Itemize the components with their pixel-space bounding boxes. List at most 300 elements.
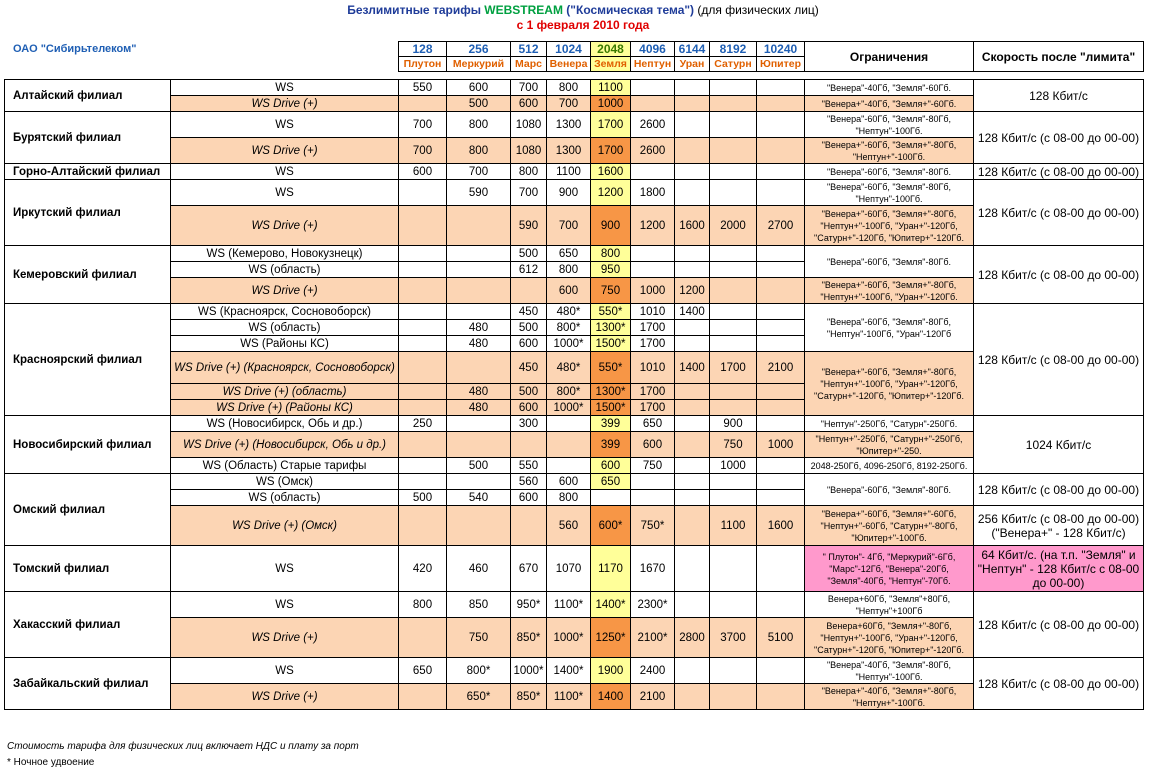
speed-after-cell: 128 Кбит/с (с 08-00 до 00-00) (974, 658, 1144, 710)
price-cell (399, 352, 447, 384)
plan-header: Нептун (631, 57, 675, 72)
speed-header-6144: 6144 (675, 42, 710, 57)
organization-name: ОАО "Сибирьтелеком" (13, 43, 137, 55)
table-row (5, 138, 1144, 164)
price-cell (710, 384, 757, 400)
price-cell (757, 546, 805, 592)
price-cell: 2000 (710, 206, 757, 246)
price-cell: 1000* (511, 658, 547, 684)
price-cell: 1200 (675, 278, 710, 304)
price-cell: 1000 (710, 458, 757, 474)
price-cell (675, 164, 710, 180)
price-cell (757, 96, 805, 112)
price-cell: 550 (511, 458, 547, 474)
tariff-name: WS (171, 180, 399, 206)
price-cell (675, 546, 710, 592)
price-cell: 500 (511, 320, 547, 336)
speed-after-cell: 128 Кбит/с (с 08-00 до 00-00) (974, 246, 1144, 304)
price-cell: 950 (591, 262, 631, 278)
table-row (5, 618, 1144, 658)
price-cell: 1070 (547, 546, 591, 592)
table-row (5, 80, 1144, 96)
price-cell (675, 684, 710, 710)
plan-header: Сатурн (710, 57, 757, 72)
tariff-name: WS (Область) Старые тарифы (171, 458, 399, 474)
price-cell: 300 (511, 416, 547, 432)
tariff-name: WS (Красноярск, Сосновоборск) (171, 304, 399, 320)
tariff-name: WS Drive (+) (171, 206, 399, 246)
price-cell (757, 112, 805, 138)
price-cell (757, 336, 805, 352)
price-cell (399, 474, 447, 490)
price-cell: 1100 (591, 80, 631, 96)
price-cell (511, 506, 547, 546)
price-cell (757, 458, 805, 474)
plan-header: Земля (591, 57, 631, 72)
speed-header-1024: 1024 (547, 42, 591, 57)
price-cell (757, 262, 805, 278)
price-cell: 1300* (591, 384, 631, 400)
price-cell (399, 246, 447, 262)
speed-after-cell: 128 Кбит/с (с 08-00 до 00-00) (974, 474, 1144, 506)
speed-after-header: Скорость после "лимита" (974, 42, 1144, 72)
price-cell: 1080 (511, 112, 547, 138)
price-cell (757, 416, 805, 432)
table-row (5, 206, 1144, 246)
price-cell: 5100 (757, 618, 805, 658)
price-cell: 650 (631, 416, 675, 432)
speed-header-8192: 8192 (710, 42, 757, 57)
limits-cell: "Венера"-60Гб, "Земля"-80Гб, "Нептун"-100Гб. (805, 112, 974, 138)
price-cell: 670 (511, 546, 547, 592)
price-cell (631, 164, 675, 180)
price-cell: 800* (547, 384, 591, 400)
price-cell: 1600 (675, 206, 710, 246)
price-cell: 1100 (547, 164, 591, 180)
price-cell: 450 (511, 304, 547, 320)
price-cell: 480* (547, 304, 591, 320)
speed-after-cell: 128 Кбит/с (с 08-00 до 00-00) (974, 592, 1144, 658)
price-cell: 2700 (757, 206, 805, 246)
price-cell: 460 (447, 546, 511, 592)
tariff-name: WS Drive (+) (Красноярск, Сосновоборск) (171, 352, 399, 384)
price-cell: 500 (511, 246, 547, 262)
price-cell (757, 384, 805, 400)
price-cell: 1300 (547, 112, 591, 138)
price-cell (710, 400, 757, 416)
price-cell: 1000 (757, 432, 805, 458)
price-cell (447, 262, 511, 278)
price-cell: 550 (399, 80, 447, 96)
price-cell: 600 (511, 336, 547, 352)
branch-name: Забайкальский филиал (5, 658, 171, 710)
price-cell (675, 180, 710, 206)
tariff-name: WS (171, 164, 399, 180)
price-cell: 399 (591, 432, 631, 458)
speed-after-cell: 128 Кбит/с (с 08-00 до 00-00) (974, 164, 1144, 180)
price-cell (447, 432, 511, 458)
price-cell: 2600 (631, 112, 675, 138)
tariff-name: WS Drive (+) (Омск) (171, 506, 399, 546)
speed-after-cell: 256 Кбит/с (с 08-00 до 00-00) ("Венера+" - 128 Кбит/с) (974, 506, 1144, 546)
price-cell: 850* (511, 684, 547, 710)
price-cell (399, 432, 447, 458)
price-cell: 800 (447, 138, 511, 164)
price-cell: 480 (447, 320, 511, 336)
price-cell (447, 506, 511, 546)
price-cell (675, 80, 710, 96)
branch-name: Омский филиал (5, 474, 171, 546)
limits-cell: "Венера+"-60Гб, "Земля+"-80Гб, "Нептун+"-100Гб, "Уран+"-120Гб, "Сатурн+"-120Гб, "Юпитер+"-120Гб. (805, 206, 974, 246)
plan-header: Уран (675, 57, 710, 72)
price-cell (399, 684, 447, 710)
price-cell: 700 (547, 206, 591, 246)
price-cell (631, 490, 675, 506)
speed-after-cell: 128 Кбит/с (с 08-00 до 00-00) (974, 112, 1144, 164)
price-cell (547, 416, 591, 432)
price-cell: 700 (511, 180, 547, 206)
table-row (5, 432, 1144, 458)
table-row (5, 246, 1144, 262)
tariff-name: WS (171, 112, 399, 138)
tariff-header (398, 41, 1144, 72)
price-cell (631, 96, 675, 112)
price-cell (399, 384, 447, 400)
price-cell: 2100 (631, 684, 675, 710)
limits-cell: "Венера"-40Гб, "Земля"-60Гб. (805, 80, 974, 96)
price-cell (757, 278, 805, 304)
table-row (5, 416, 1144, 432)
price-cell: 1200 (591, 180, 631, 206)
price-cell: 1250* (591, 618, 631, 658)
limits-cell: "Нептун"-250Гб, "Сатурн"-250Гб. (805, 416, 974, 432)
tariff-name: WS Drive (+) (171, 138, 399, 164)
price-cell: 600 (591, 458, 631, 474)
price-cell: 750 (447, 618, 511, 658)
branch-name: Горно-Алтайский филиал (5, 164, 171, 180)
branch-name: Алтайский филиал (5, 80, 171, 112)
price-cell: 800 (547, 80, 591, 96)
plan-header: Юпитер (757, 57, 805, 72)
price-cell: 750* (631, 506, 675, 546)
title-suffix: (для физических лиц) (694, 3, 819, 17)
price-cell (675, 474, 710, 490)
limits-cell: "Венера+"-40Гб, "Земля+"-80Гб, "Нептун+"-100Гб. (805, 684, 974, 710)
table-row (5, 278, 1144, 304)
price-cell: 900 (547, 180, 591, 206)
price-cell (710, 80, 757, 96)
plan-header: Марс (511, 57, 547, 72)
price-cell (675, 506, 710, 546)
tariff-name: WS (171, 80, 399, 96)
price-cell: 650 (591, 474, 631, 490)
price-cell: 600 (399, 164, 447, 180)
speed-after-cell: 1024 Кбит/с (974, 416, 1144, 474)
price-cell (710, 474, 757, 490)
price-cell: 600 (631, 432, 675, 458)
tariff-name: WS (171, 546, 399, 592)
limits-cell: "Венера"-60Гб, "Земля"-80Гб. (805, 246, 974, 278)
price-cell: 700 (399, 112, 447, 138)
price-cell (399, 336, 447, 352)
price-cell: 750 (710, 432, 757, 458)
price-cell: 1500* (591, 400, 631, 416)
price-cell (675, 658, 710, 684)
price-cell: 800 (547, 490, 591, 506)
plan-header: Меркурий (447, 57, 511, 72)
price-cell: 950* (511, 592, 547, 618)
table-row (5, 458, 1144, 474)
price-cell: 900 (591, 206, 631, 246)
price-cell: 1400 (591, 684, 631, 710)
title-brand: WEBSTREAM (484, 3, 563, 17)
table-row (5, 546, 1144, 592)
price-cell (757, 304, 805, 320)
limits-header: Ограничения (805, 42, 974, 72)
price-cell (757, 164, 805, 180)
tariff-name: WS (Кемерово, Новокузнецк) (171, 246, 399, 262)
price-cell: 2600 (631, 138, 675, 164)
price-cell: 1000 (631, 278, 675, 304)
tariff-name: WS Drive (+) (Районы КС) (171, 400, 399, 416)
price-cell: 1000 (591, 96, 631, 112)
price-cell (710, 138, 757, 164)
price-cell (675, 246, 710, 262)
price-cell: 800 (511, 164, 547, 180)
price-cell (631, 246, 675, 262)
price-cell (399, 458, 447, 474)
speed-header-512: 512 (511, 42, 547, 57)
price-cell (399, 618, 447, 658)
tariff-name: WS Drive (+) (171, 684, 399, 710)
branch-name: Новосибирский филиал (5, 416, 171, 474)
price-cell: 800 (547, 262, 591, 278)
limits-cell: "Венера"-60Гб, "Земля"-80Гб. (805, 474, 974, 506)
price-cell: 650 (399, 658, 447, 684)
price-cell: 700 (447, 164, 511, 180)
price-cell (710, 112, 757, 138)
price-cell: 800* (547, 320, 591, 336)
limits-cell: "Венера"-60Гб, "Земля"-80Гб, "Нептун"-100Гб, "Уран"-120Гб (805, 304, 974, 352)
price-cell (631, 80, 675, 96)
tariff-name: WS (область) (171, 320, 399, 336)
price-cell (710, 304, 757, 320)
price-cell: 2800 (675, 618, 710, 658)
price-cell (757, 138, 805, 164)
price-cell: 590 (511, 206, 547, 246)
price-cell: 480* (547, 352, 591, 384)
price-cell (399, 278, 447, 304)
tariff-name: WS (Районы КС) (171, 336, 399, 352)
price-cell: 1000* (547, 336, 591, 352)
price-cell: 600 (511, 96, 547, 112)
price-cell: 600 (511, 400, 547, 416)
price-cell: 700 (547, 96, 591, 112)
price-cell: 650* (447, 684, 511, 710)
price-cell (631, 474, 675, 490)
tariff-name: WS (Омск) (171, 474, 399, 490)
tariff-name: WS (171, 658, 399, 684)
price-cell: 590 (447, 180, 511, 206)
price-cell (675, 112, 710, 138)
title-prefix: Безлимитные тарифы (347, 3, 485, 17)
price-cell: 1000* (547, 400, 591, 416)
table-row (5, 658, 1144, 684)
page-title (0, 3, 1166, 17)
branch-name: Хакасский филиал (5, 592, 171, 658)
footnote-vat: Стоимость тарифа для физических лиц включает НДС и плату за порт (7, 741, 359, 752)
price-cell: 600* (591, 506, 631, 546)
price-cell: 1300* (591, 320, 631, 336)
limits-cell: " Плутон"- 4Гб, "Меркурий"-6Гб, "Марс"-12Гб, "Венера"-20Гб, "Земля"-40Гб, "Нептун"-70Гб. (805, 546, 974, 592)
price-cell (547, 458, 591, 474)
price-cell (710, 320, 757, 336)
price-cell (675, 490, 710, 506)
price-cell: 1010 (631, 304, 675, 320)
tariff-name: WS Drive (+) (Новосибирск, Обь и др.) (171, 432, 399, 458)
price-cell (757, 658, 805, 684)
price-cell: 850 (447, 592, 511, 618)
price-cell: 560 (511, 474, 547, 490)
title-theme: ("Космическая тема") (562, 3, 695, 17)
speed-after-cell: 64 Кбит/с. (на т.п. "Земля" и "Нептун" - 128 Кбит/с с 08-00 до 00-00) (974, 546, 1144, 592)
price-cell: 1700 (631, 336, 675, 352)
price-cell: 1400 (675, 352, 710, 384)
branch-name: Бурятский филиал (5, 112, 171, 164)
price-cell (399, 96, 447, 112)
table-row (5, 352, 1144, 384)
price-cell: 600 (547, 278, 591, 304)
price-cell: 650 (547, 246, 591, 262)
price-cell: 480 (447, 384, 511, 400)
branch-name: Иркутский филиал (5, 180, 171, 246)
price-cell: 900 (710, 416, 757, 432)
table-row (5, 112, 1144, 138)
price-cell: 850* (511, 618, 547, 658)
price-cell: 1100* (547, 684, 591, 710)
price-cell: 450 (511, 352, 547, 384)
price-cell: 2300* (631, 592, 675, 618)
price-cell: 700 (511, 80, 547, 96)
price-cell (447, 304, 511, 320)
price-cell: 480 (447, 400, 511, 416)
price-cell: 700 (399, 138, 447, 164)
price-cell (757, 400, 805, 416)
price-cell (675, 458, 710, 474)
price-cell: 3700 (710, 618, 757, 658)
price-cell: 1080 (511, 138, 547, 164)
price-cell: 1400* (591, 592, 631, 618)
limits-cell: "Венера+"-60Гб, "Земля+"-80Гб, "Нептун+"-100Гб, "Уран+"-120Гб. (805, 278, 974, 304)
price-cell: 1600 (591, 164, 631, 180)
price-cell: 1900 (591, 658, 631, 684)
price-cell: 1700 (631, 400, 675, 416)
price-cell: 560 (547, 506, 591, 546)
price-cell (675, 400, 710, 416)
tariff-name: WS (171, 592, 399, 618)
price-cell: 500 (511, 384, 547, 400)
limits-cell: "Венера"-40Гб, "Земля"-80Гб, "Нептун"-100Гб. (805, 658, 974, 684)
price-cell (710, 180, 757, 206)
price-cell (675, 432, 710, 458)
price-cell (675, 320, 710, 336)
table-row (5, 474, 1144, 490)
tariff-table (4, 79, 1144, 710)
branch-name: Кемеровский филиал (5, 246, 171, 304)
price-cell: 1700 (631, 384, 675, 400)
speed-after-cell: 128 Кбит/с (с 08-00 до 00-00) (974, 304, 1144, 416)
limits-cell: "Венера"-60Гб, "Земля"-80Гб, "Нептун"-100Гб. (805, 180, 974, 206)
price-cell: 2100* (631, 618, 675, 658)
tariff-name: WS Drive (+) (171, 96, 399, 112)
speed-header-4096: 4096 (631, 42, 675, 57)
limits-cell: "Венера+"-60Гб, "Земля+"-80Гб, "Нептун+"-100Гб, "Уран+"-120Гб, "Сатурн+"-120Гб, "Юпитер+"-120Гб. (805, 352, 974, 416)
price-cell: 600 (511, 490, 547, 506)
price-cell (447, 416, 511, 432)
price-cell (399, 206, 447, 246)
price-cell: 500 (399, 490, 447, 506)
footnote-night: * Ночное удвоение (7, 757, 95, 768)
speed-after-cell: 128 Кбит/с (974, 80, 1144, 112)
price-cell: 500 (447, 96, 511, 112)
price-cell: 1400* (547, 658, 591, 684)
price-cell: 750 (631, 458, 675, 474)
price-cell (710, 684, 757, 710)
price-cell: 1170 (591, 546, 631, 592)
price-cell (447, 352, 511, 384)
speed-header-2048: 2048 (591, 42, 631, 57)
price-cell (710, 658, 757, 684)
table-row (5, 684, 1144, 710)
tariff-name: WS Drive (+) (171, 278, 399, 304)
table-row (5, 96, 1144, 112)
price-cell: 1400 (675, 304, 710, 320)
price-cell: 1700 (591, 112, 631, 138)
price-cell (675, 416, 710, 432)
price-cell (757, 246, 805, 262)
price-cell (710, 278, 757, 304)
tariff-name: WS Drive (+) (область) (171, 384, 399, 400)
price-cell: 550* (591, 304, 631, 320)
price-cell (675, 384, 710, 400)
price-cell: 1700 (631, 320, 675, 336)
price-cell (447, 474, 511, 490)
price-cell: 1100* (547, 592, 591, 618)
speed-header-256: 256 (447, 42, 511, 57)
branch-name: Томский филиал (5, 546, 171, 592)
price-cell (447, 246, 511, 262)
price-cell: 1000* (547, 618, 591, 658)
price-cell: 600 (547, 474, 591, 490)
tariff-name: WS (область) (171, 490, 399, 506)
price-cell (710, 96, 757, 112)
price-cell (710, 262, 757, 278)
price-cell: 2100 (757, 352, 805, 384)
price-cell: 420 (399, 546, 447, 592)
speed-header-128: 128 (399, 42, 447, 57)
price-cell: 1100 (710, 506, 757, 546)
price-cell: 612 (511, 262, 547, 278)
price-cell (399, 180, 447, 206)
table-row (5, 592, 1144, 618)
price-cell: 540 (447, 490, 511, 506)
price-cell: 800* (447, 658, 511, 684)
price-cell: 1300 (547, 138, 591, 164)
price-cell (675, 262, 710, 278)
limits-cell: "Венера+"-60Гб, "Земля+"-80Гб, "Нептун+"-100Гб. (805, 138, 974, 164)
price-cell (710, 546, 757, 592)
price-cell (757, 180, 805, 206)
